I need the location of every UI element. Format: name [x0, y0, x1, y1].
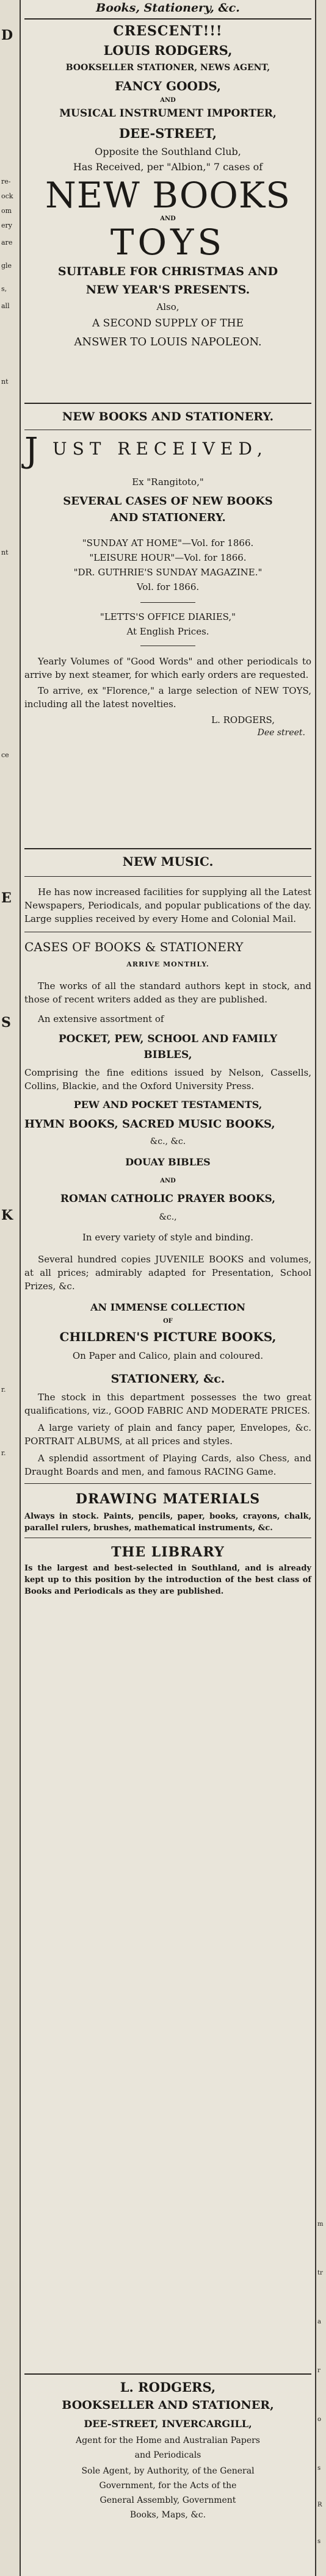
increased-facilities: He has now increased facilities for supplying all the Latest Newspapers, Periodicals, and popular publications of the day. Large supplies received by every Home and Colonial Mail. [24, 887, 311, 924]
left-fragment: r. [1, 1449, 6, 1457]
drawing-body: Always in stock. Paints, pencils, paper, books, crayons, chalk, parallel rulers, brushes, mathematical instruments, &c. [24, 1512, 311, 1533]
second-supply-line: A SECOND SUPPLY OF THE [92, 317, 244, 329]
suitable-line: SUITABLE FOR CHRISTMAS AND [57, 265, 278, 278]
letts-line: "LETTS'S OFFICE DIARIES," [100, 611, 236, 622]
catholic-line: ROMAN CATHOLIC PRAYER BOOKS, [60, 1193, 276, 1205]
divider [24, 876, 311, 877]
right-fragment: r [317, 2367, 321, 2374]
adjacent-column-left [0, 0, 21, 2576]
left-fragment: all [1, 302, 10, 310]
assembly-line: General Assembly, Government [100, 2495, 236, 2505]
right-fragment: a [317, 2319, 321, 2325]
left-fragment: re- [1, 178, 11, 185]
bibles-heading-2: BIBLES, [143, 1049, 192, 1061]
fancy-goods: FANCY GOODS, [115, 79, 221, 93]
divider [24, 18, 311, 20]
hymn-line: HYMN BOOKS, SACRED MUSIC BOOKS, [24, 1118, 275, 1131]
and-label: AND [160, 97, 176, 104]
variety-line: In every variety of style and binding. [82, 1232, 253, 1243]
sole-agent-line: Sole Agent, by Authority, of the General [81, 2466, 255, 2476]
advertiser-name: LOUIS RODGERS, [103, 43, 233, 58]
arrive-monthly: ARRIVE MONTHLY. [126, 960, 209, 968]
ad-heading: NEW MUSIC. [122, 854, 214, 869]
left-fragment: s, [1, 285, 7, 293]
rodgers-footer-ad [24, 2380, 311, 2520]
opposite-line: Opposite the Southland Club, [95, 146, 241, 157]
answer-line: ANSWER TO LOUIS NAPOLEON. [74, 336, 262, 348]
library-heading: THE LIBRARY [111, 1544, 225, 1560]
advertiser-name: L. RODGERS, [120, 2380, 216, 2395]
left-fragment: K [1, 1207, 13, 1223]
stock-line: The stock in this department possesses the two great qualifications, viz., GOOD FABRIC AND MODERATE PRICES. [24, 1392, 311, 1416]
left-fragment: ery [1, 221, 12, 229]
agent-line: Agent for the Home and Australian Papers [75, 2436, 260, 2445]
section-title: Books, Stationery, &c. [96, 1, 240, 15]
paper-variety: A large variety of plain and fancy paper, Envelopes, &c. PORTRAIT ALBUMS, at all prices and styles. [24, 1422, 311, 1447]
several-cases-2: AND STATIONERY. [110, 511, 226, 524]
cases-heading: CASES OF BOOKS & STATIONERY [24, 940, 244, 954]
to-arrive: To arrive, ex "Florence," a large selection of NEW TOYS, including all the latest novelties. [24, 685, 311, 710]
childrens-line: CHILDREN'S PICTURE BOOKS, [59, 1329, 277, 1344]
paper-calico: On Paper and Calico, plain and coloured. [72, 1350, 264, 1361]
etc-line: &c., [159, 1212, 177, 1222]
periodical-vol: Vol. for 1866. [136, 581, 200, 592]
left-fragment: r. [1, 1386, 6, 1394]
divider [24, 403, 311, 404]
several-cases: SEVERAL CASES OF NEW BOOKS [63, 495, 273, 508]
left-fragment: nt [1, 549, 9, 556]
ad-heading: NEW BOOKS AND STATIONERY. [62, 410, 274, 423]
adjacent-column-right [315, 0, 326, 2576]
left-fragment: gle [1, 262, 12, 270]
right-fragment: o [317, 2416, 322, 2423]
immense-line: AN IMMENSE COLLECTION [90, 1301, 245, 1313]
playing-cards: A splendid assortment of Playing Cards, also Chess, and Draught Boards and men, and famous RACING Game. [24, 1453, 311, 1477]
footer-address: DEE-STREET, INVERCARGILL, [84, 2418, 252, 2430]
just-received-text: UST RECEIVED, [53, 439, 268, 459]
bibles-heading: POCKET, PEW, SCHOOL AND FAMILY [58, 1033, 278, 1045]
advertiser-trades: BOOKSELLER STATIONER, NEWS AGENT, [65, 63, 270, 73]
new-years-line: NEW YEAR'S PRESENTS. [85, 283, 250, 297]
stationery-heading: STATIONERY, &c. [110, 1372, 225, 1386]
etc-line: &c., &c. [150, 1137, 186, 1146]
received-line: Has Received, per "Albion," 7 cases of [73, 161, 263, 173]
periodical-line: "DR. GUTHRIE'S SUNDAY MAGAZINE." [73, 567, 263, 578]
street-address: DEE-STREET, [118, 126, 217, 141]
left-fragment: ock [1, 192, 13, 200]
just-received [24, 431, 311, 470]
divider [24, 2373, 311, 2375]
left-fragment: E [1, 890, 12, 906]
divider [24, 1483, 311, 1484]
periodical-line: "SUNDAY AT HOME"—Vol. for 1866. [82, 538, 254, 549]
right-fragment: s [317, 2538, 321, 2545]
drop-cap: J [24, 431, 38, 470]
short-divider [140, 602, 195, 603]
maps-line: Books, Maps, &c. [129, 2510, 206, 2520]
douay-line: DOUAY BIBLES [125, 1156, 211, 1168]
column-header [24, 1, 311, 15]
ex-ship: Ex "Rangitoto," [132, 477, 204, 487]
english-prices: At English Prices. [126, 626, 209, 637]
left-fragment: D [1, 27, 13, 43]
and-label: AND [160, 1178, 176, 1184]
periodicals-line: and Periodicals [134, 2450, 201, 2460]
government-line: Government, for the Acts of the [99, 2481, 237, 2491]
yearly-volumes: Yearly Volumes of "Good Words" and other periodicals to arrive by next steamer, for which early orders are requested. [24, 656, 311, 680]
left-fragment: ce [1, 751, 9, 759]
and-label: AND [160, 215, 176, 222]
right-fragment: m [317, 2221, 324, 2228]
drawing-heading: DRAWING MATERIALS [75, 1491, 261, 1507]
left-fragment: nt [1, 378, 9, 386]
signature-street: Dee street. [257, 728, 305, 738]
library-body: Is the largest and best-selected in Southland, and is already kept up to this position by the introduction of the best class of Books and Periodicals as they are published. [24, 1564, 311, 1596]
new-books-ad [24, 410, 311, 738]
testaments-line: PEW AND POCKET TESTAMENTS, [73, 1099, 263, 1110]
juvenile-line: Several hundred copies JUVENILE BOOKS and volumes, at all prices; admirably adapted for Presentation, School Prizes, &c. [24, 1254, 311, 1292]
new-books-heading: NEW BOOKS [45, 174, 291, 216]
rodgers-crescent-ad [24, 23, 311, 348]
also-line: Also, [156, 301, 179, 312]
left-fragment: om [1, 207, 12, 215]
right-fragment: tr [317, 2270, 323, 2276]
of-label: OF [163, 1318, 173, 1325]
new-music-ad [24, 854, 311, 1597]
extensive-line: An extensive assortment of [38, 1013, 164, 1024]
periodical-line: "LEISURE HOUR"—Vol. for 1866. [89, 552, 247, 563]
divider [24, 848, 311, 849]
left-fragment: are [1, 239, 13, 246]
musical-importer: MUSICAL INSTRUMENT IMPORTER, [59, 107, 277, 120]
comprising-line: Comprising the fine editions issued by Nelson, Cassells, Collins, Blackie, and the Oxford University Press. [24, 1067, 311, 1092]
right-fragment: R [317, 2502, 322, 2508]
toys-heading: TOYS [110, 221, 226, 263]
standard-works: The works of all the standard authors kept in stock, and those of recent writers added as they are published. [24, 980, 311, 1005]
advertiser-trades: BOOKSELLER AND STATIONER, [62, 2398, 274, 2412]
signature: L. RODGERS, [211, 714, 275, 725]
crescent-heading: CRESCENT!!! [113, 23, 223, 39]
left-fragment: S [1, 1015, 11, 1031]
right-fragment: s [317, 2465, 321, 2472]
